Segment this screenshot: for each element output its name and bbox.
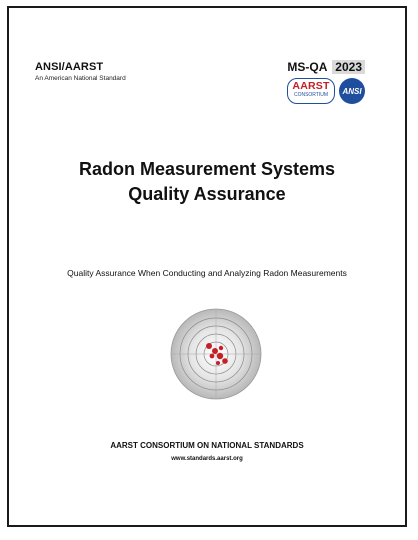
standard-subtitle: An American National Standard	[35, 75, 126, 82]
document-cover	[7, 6, 407, 527]
website-link[interactable]: www.standards.aarst.org	[171, 456, 243, 462]
aarst-logo	[287, 78, 335, 104]
document-code: MS-QA	[287, 60, 327, 74]
document-year: 2023	[332, 60, 365, 74]
aarst-logo-subtext: CONSORTIUM	[293, 91, 329, 98]
standard-block	[35, 61, 126, 83]
aarst-logo-text: AARST	[292, 80, 330, 92]
document-title	[9, 157, 405, 207]
title-line-1: Radon Measurement Systems	[78, 159, 336, 179]
logo-group	[287, 78, 365, 104]
radon-target-graphic	[170, 308, 262, 400]
title-line-2: Quality Assurance	[128, 184, 286, 204]
council-name: AARST CONSORTIUM ON NATIONAL STANDARDS	[110, 441, 304, 450]
document-id	[287, 60, 365, 74]
standard-designation: ANSI/AARST	[35, 61, 104, 73]
document-subtitle: Quality Assurance When Conducting and Analyzing Radon Measurements	[67, 268, 347, 278]
ansi-logo: ANSI	[339, 78, 365, 104]
